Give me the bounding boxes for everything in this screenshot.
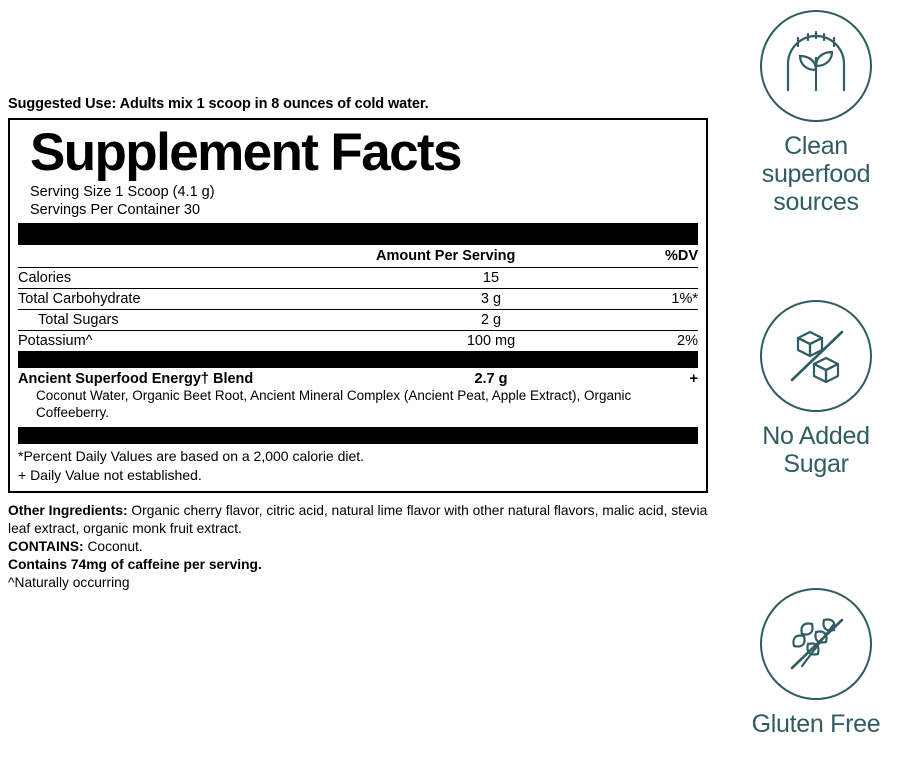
table-row	[18, 268, 698, 289]
label-left-column	[8, 0, 708, 592]
supplement-facts-title: Supplement Facts	[30, 123, 461, 182]
naturally-occurring-note: ^Naturally occurring	[8, 574, 130, 590]
badge-caption-line1: No Added	[762, 422, 870, 450]
blend-dv: +	[689, 371, 698, 388]
blend-row	[18, 368, 698, 388]
badge-caption	[713, 710, 919, 738]
supplement-facts-panel	[8, 118, 708, 493]
badge-no-added-sugar	[713, 300, 919, 478]
nutrient-amount: 2 g	[480, 312, 502, 329]
divider-bar-middle	[18, 351, 698, 368]
gluten-free-wheat-icon	[762, 590, 870, 698]
blend-ingredients: Coconut Water, Organic Beet Root, Ancient Mineral Complex (Ancient Peat, Apple Extract), Organic Coffeeberry.	[36, 388, 632, 421]
badge-caption-line2: Sugar	[783, 450, 849, 478]
contains-text: Coconut.	[83, 538, 143, 554]
other-ingredients-line	[8, 502, 708, 538]
badge-caption-line1: Clean	[784, 132, 848, 160]
serving-info	[30, 184, 698, 219]
badge-caption	[713, 422, 919, 478]
nutrient-dv: 2%	[677, 333, 698, 350]
nutrient-name: Total Sugars	[38, 312, 119, 329]
suggested-use-text: Suggested Use: Adults mix 1 scoop in 8 ounces of cold water.	[8, 96, 429, 112]
badge-gluten-free	[713, 588, 919, 738]
badge-circle	[760, 10, 872, 122]
contains-label: CONTAINS:	[8, 538, 84, 554]
table-row	[18, 331, 698, 351]
nutrient-dv: 1%*	[671, 291, 698, 308]
footnotes	[18, 444, 698, 485]
amount-per-serving-label: Amount Per Serving	[376, 248, 516, 265]
table-row	[18, 289, 698, 310]
amount-per-serving-header-row	[18, 245, 698, 268]
badge-caption	[713, 132, 919, 216]
nutrient-amount: 3 g	[480, 291, 502, 308]
blend-name: Ancient Superfood Energy† Blend	[18, 371, 254, 388]
badge-circle	[760, 588, 872, 700]
badge-caption-line2: superfood	[761, 160, 871, 188]
nutrient-amount: 100 mg	[466, 333, 516, 350]
servings-per-container: Servings Per Container 30	[30, 201, 201, 218]
caffeine-line	[8, 556, 708, 574]
badge-caption-line3: sources	[773, 188, 859, 216]
nutrient-name: Potassium^	[18, 333, 93, 350]
serving-size: Serving Size 1 Scoop (4.1 g)	[30, 184, 215, 201]
blend-amount: 2.7 g	[474, 371, 508, 388]
divider-bar-bottom	[18, 427, 698, 444]
other-ingredients-text: Organic cherry flavor, citric acid, natural lime flavor with other natural flavors, malic acid, stevia leaf extract, organic monk fruit extract.	[8, 502, 708, 536]
other-information	[8, 502, 708, 592]
other-ingredients-label: Other Ingredients:	[8, 502, 128, 518]
badge-circle	[760, 300, 872, 412]
nutrient-name: Total Carbohydrate	[18, 291, 141, 308]
badge-clean-superfood-sources	[713, 10, 919, 216]
nutrient-name: Calories	[18, 270, 72, 287]
no-sugar-cubes-icon	[762, 302, 870, 410]
dv-label: %DV	[664, 248, 698, 265]
sprout-arch-icon	[762, 12, 870, 120]
divider-bar-top	[18, 223, 698, 245]
nutrient-amount: 15	[482, 270, 500, 287]
contains-line	[8, 538, 708, 556]
badge-caption-line1: Gluten Free	[751, 710, 881, 738]
caffeine-text: Contains 74mg of caffeine per serving.	[8, 556, 262, 572]
footnote-daily-values: *Percent Daily Values are based on a 2,000 calorie diet.	[18, 448, 365, 465]
table-row	[18, 310, 698, 331]
footnote-dv-not-established: + Daily Value not established.	[18, 467, 202, 484]
